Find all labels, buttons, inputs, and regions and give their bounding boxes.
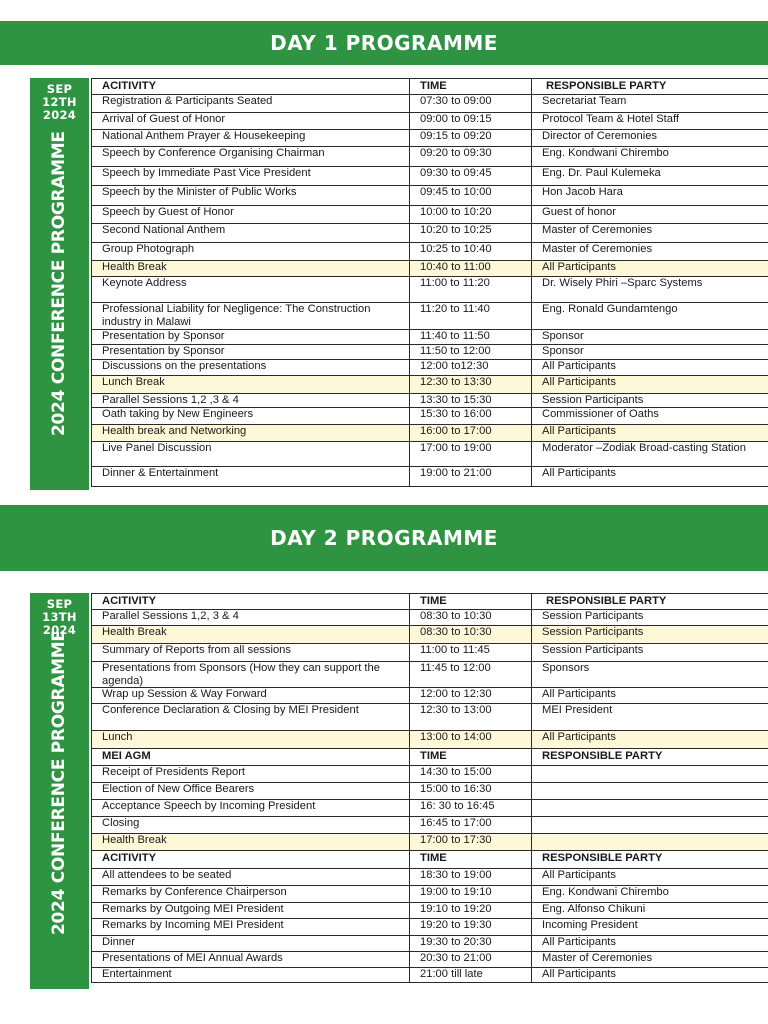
table-row	[92, 261, 768, 277]
time-cell: 16:45 to 17:00	[410, 817, 532, 834]
activity-cell: Remarks by Outgoing MEI President	[92, 903, 410, 919]
responsible-party-cell	[532, 800, 768, 817]
responsible-party-cell	[532, 834, 768, 851]
responsible-party-cell: MEI President	[532, 704, 768, 731]
time-cell: 11:50 to 12:00	[410, 345, 532, 360]
table-row	[92, 610, 768, 626]
table-row	[92, 903, 768, 919]
activity-cell: Remarks by Conference Chairperson	[92, 886, 410, 903]
activity-cell: Discussions on the presentations	[92, 360, 410, 376]
activity-cell: Dinner & Entertainment	[92, 467, 410, 487]
responsible-party-cell: All Participants	[532, 261, 768, 277]
table-row	[92, 766, 768, 783]
responsible-party-cell	[532, 766, 768, 783]
day2-date-day: 13TH	[42, 610, 77, 624]
table-row	[92, 467, 768, 487]
time-cell: 09:15 to 09:20	[410, 130, 532, 147]
table-row	[92, 704, 768, 731]
time-cell: 09:45 to 10:00	[410, 186, 532, 206]
table-row	[92, 936, 768, 952]
table-row	[92, 688, 768, 704]
column-header-responsible: RESPONSIBLE PARTY	[532, 749, 768, 766]
responsible-party-cell	[532, 783, 768, 800]
time-cell: 15:00 to 16:30	[410, 783, 532, 800]
responsible-party-cell: Guest of honor	[532, 206, 768, 224]
time-cell: 10:40 to 11:00	[410, 261, 532, 277]
table-row	[92, 130, 768, 147]
table-subheader-row	[92, 749, 768, 766]
activity-cell: Live Panel Discussion	[92, 442, 410, 467]
time-cell: 10:20 to 10:25	[410, 224, 532, 243]
activity-cell: Health Break	[92, 261, 410, 277]
time-cell: 16:00 to 17:00	[410, 425, 532, 442]
table-row	[92, 95, 768, 113]
responsible-party-cell: Sponsor	[532, 330, 768, 345]
time-cell: 13:00 to 14:00	[410, 731, 532, 749]
responsible-party-cell: Session Participants	[532, 610, 768, 626]
responsible-party-cell: Sponsor	[532, 345, 768, 360]
time-cell: 14:30 to 15:00	[410, 766, 532, 783]
day2-date-year: 2024	[42, 623, 77, 637]
table-row	[92, 968, 768, 983]
responsible-party-cell: Secretariat Team	[532, 95, 768, 113]
activity-cell: Dinner	[92, 936, 410, 952]
responsible-party-cell: Session Participants	[532, 626, 768, 644]
activity-cell: All attendees to be seated	[92, 869, 410, 886]
responsible-party-cell: Moderator –Zodiak Broad-casting Station	[532, 442, 768, 467]
responsible-party-cell: Commissioner of Oaths	[532, 408, 768, 425]
table-row	[92, 886, 768, 903]
day1-schedule-table	[91, 78, 768, 487]
activity-cell: Closing	[92, 817, 410, 834]
activity-cell: Second National Anthem	[92, 224, 410, 243]
responsible-party-cell: All Participants	[532, 360, 768, 376]
time-cell: 11:40 to 11:50	[410, 330, 532, 345]
table-row	[92, 952, 768, 968]
time-cell: 21:00 till late	[410, 968, 532, 983]
activity-cell: Group Photograph	[92, 243, 410, 261]
table-row	[92, 800, 768, 817]
day1-side-panel	[30, 78, 89, 490]
time-cell: 13:30 to 15:30	[410, 394, 532, 408]
table-row	[92, 360, 768, 376]
time-cell: 11:00 to 11:45	[410, 644, 532, 662]
table-header-row	[92, 79, 768, 95]
responsible-party-cell: Session Participants	[532, 644, 768, 662]
day1-heading: DAY 1 PROGRAMME	[270, 31, 498, 55]
table-row	[92, 919, 768, 936]
table-row	[92, 224, 768, 243]
activity-cell: Registration & Participants Seated	[92, 95, 410, 113]
responsible-party-cell: All Participants	[532, 425, 768, 442]
table-row	[92, 626, 768, 644]
activity-cell: Entertainment	[92, 968, 410, 983]
activity-cell: Summary of Reports from all sessions	[92, 644, 410, 662]
day2-heading: DAY 2 PROGRAMME	[270, 526, 498, 550]
time-cell: 11:20 to 11:40	[410, 303, 532, 330]
responsible-party-cell: All Participants	[532, 968, 768, 983]
time-cell: 19:00 to 21:00	[410, 467, 532, 487]
table-row	[92, 243, 768, 261]
table-row	[92, 206, 768, 224]
day1-date-day: 12TH	[42, 95, 77, 109]
time-cell: 11:45 to 12:00	[410, 662, 532, 688]
activity-cell: Professional Liability for Negligence: The Construction industry in Malawi	[92, 303, 410, 330]
table-row	[92, 783, 768, 800]
day1-heading-banner	[0, 21, 768, 65]
column-header-time: TIME	[410, 749, 532, 766]
time-cell: 09:00 to 09:15	[410, 113, 532, 130]
column-header-activity: ACITIVITY	[92, 79, 410, 95]
table-row	[92, 186, 768, 206]
responsible-party-cell: Eng. Dr. Paul Kulemeka	[532, 167, 768, 186]
time-cell: 17:00 to 17:30	[410, 834, 532, 851]
table-subheader-row	[92, 851, 768, 869]
table-row	[92, 394, 768, 408]
column-header-activity: ACITIVITY	[92, 594, 410, 610]
table-row	[92, 869, 768, 886]
table-row	[92, 303, 768, 330]
activity-cell: National Anthem Prayer & Housekeeping	[92, 130, 410, 147]
table-row	[92, 113, 768, 130]
responsible-party-cell: Master of Ceremonies	[532, 224, 768, 243]
time-cell: 19:20 to 19:30	[410, 919, 532, 936]
activity-cell: Arrival of Guest of Honor	[92, 113, 410, 130]
time-cell: 12:00 to 12:30	[410, 688, 532, 704]
activity-cell: Presentation by Sponsor	[92, 330, 410, 345]
day1-date-month: SEP	[46, 82, 73, 96]
table-row	[92, 731, 768, 749]
responsible-party-cell: Eng. Alfonso Chikuni	[532, 903, 768, 919]
activity-cell: Health Break	[92, 626, 410, 644]
activity-cell: Election of New Office Bearers	[92, 783, 410, 800]
column-header-time: TIME	[410, 851, 532, 869]
time-cell: 12:30 to 13:30	[410, 376, 532, 394]
responsible-party-cell: All Participants	[532, 467, 768, 487]
activity-cell: Keynote Address	[92, 277, 410, 303]
time-cell: 11:00 to 11:20	[410, 277, 532, 303]
table-header-row	[92, 594, 768, 610]
day2-schedule-table	[91, 593, 768, 983]
time-cell: 08:30 to 10:30	[410, 610, 532, 626]
time-cell: 09:20 to 09:30	[410, 147, 532, 167]
responsible-party-cell: Eng. Ronald Gundamtengo	[532, 303, 768, 330]
column-header-responsible: RESPONSIBLE PARTY	[532, 851, 768, 869]
day2-side-title: 2024 CONFERENCE PROGRAMME	[48, 630, 69, 935]
column-header-responsible: RESPONSIBLE PARTY	[532, 79, 768, 95]
responsible-party-cell: All Participants	[532, 936, 768, 952]
activity-cell: Parallel Sessions 1,2 ,3 & 4	[92, 394, 410, 408]
table-row	[92, 662, 768, 688]
table-row	[92, 442, 768, 467]
activity-cell: Conference Declaration & Closing by MEI President	[92, 704, 410, 731]
responsible-party-cell: All Participants	[532, 376, 768, 394]
activity-cell: Lunch	[92, 731, 410, 749]
day1-date	[30, 78, 89, 122]
column-header-time: TIME	[410, 594, 532, 610]
activity-cell: Speech by Guest of Honor	[92, 206, 410, 224]
day2-side-panel	[30, 593, 89, 989]
responsible-party-cell: Director of Ceremonies	[532, 130, 768, 147]
activity-cell: Parallel Sessions 1,2, 3 & 4	[92, 610, 410, 626]
activity-cell: Health break and Networking	[92, 425, 410, 442]
responsible-party-cell: All Participants	[532, 869, 768, 886]
day2-heading-banner	[0, 505, 768, 571]
responsible-party-cell: Eng. Kondwani Chirembo	[532, 886, 768, 903]
time-cell: 09:30 to 09:45	[410, 167, 532, 186]
activity-cell: Remarks by Incoming MEI President	[92, 919, 410, 936]
table-row	[92, 147, 768, 167]
responsible-party-cell: Protocol Team & Hotel Staff	[532, 113, 768, 130]
table-row	[92, 425, 768, 442]
time-cell: 10:00 to 10:20	[410, 206, 532, 224]
table-row	[92, 644, 768, 662]
time-cell: 20:30 to 21:00	[410, 952, 532, 968]
time-cell: 08:30 to 10:30	[410, 626, 532, 644]
time-cell: 07:30 to 09:00	[410, 95, 532, 113]
table-row	[92, 817, 768, 834]
activity-cell: Acceptance Speech by Incoming President	[92, 800, 410, 817]
day1-side-title: 2024 CONFERENCE PROGRAMME	[48, 131, 69, 436]
table-row	[92, 277, 768, 303]
responsible-party-cell: Master of Ceremonies	[532, 243, 768, 261]
column-header-time: TIME	[410, 79, 532, 95]
activity-cell: Health Break	[92, 834, 410, 851]
column-header-activity: MEI AGM	[92, 749, 410, 766]
table-row	[92, 345, 768, 360]
day2-date-month: SEP	[46, 597, 73, 611]
activity-cell: Oath taking by New Engineers	[92, 408, 410, 425]
column-header-responsible: RESPONSIBLE PARTY	[532, 594, 768, 610]
activity-cell: Presentations of MEI Annual Awards	[92, 952, 410, 968]
responsible-party-cell: All Participants	[532, 688, 768, 704]
time-cell: 12:30 to 13:00	[410, 704, 532, 731]
time-cell: 15:30 to 16:00	[410, 408, 532, 425]
time-cell: 16: 30 to 16:45	[410, 800, 532, 817]
responsible-party-cell	[532, 817, 768, 834]
responsible-party-cell: Incoming President	[532, 919, 768, 936]
table-row	[92, 408, 768, 425]
time-cell: 19:30 to 20:30	[410, 936, 532, 952]
day2-programme-section	[30, 593, 768, 989]
activity-cell: Presentation by Sponsor	[92, 345, 410, 360]
table-row	[92, 834, 768, 851]
table-row	[92, 376, 768, 394]
responsible-party-cell: Hon Jacob Hara	[532, 186, 768, 206]
responsible-party-cell: Sponsors	[532, 662, 768, 688]
time-cell: 17:00 to 19:00	[410, 442, 532, 467]
responsible-party-cell: All Participants	[532, 731, 768, 749]
activity-cell: Presentations from Sponsors (How they can support the agenda)	[92, 662, 410, 688]
day1-programme-section	[30, 78, 768, 490]
activity-cell: Receipt of Presidents Report	[92, 766, 410, 783]
table-row	[92, 330, 768, 345]
activity-cell: Speech by Conference Organising Chairman	[92, 147, 410, 167]
activity-cell: Speech by the Minister of Public Works	[92, 186, 410, 206]
responsible-party-cell: Master of Ceremonies	[532, 952, 768, 968]
activity-cell: Speech by Immediate Past Vice President	[92, 167, 410, 186]
responsible-party-cell: Dr. Wisely Phiri –Sparc Systems	[532, 277, 768, 303]
activity-cell: Lunch Break	[92, 376, 410, 394]
time-cell: 19:00 to 19:10	[410, 886, 532, 903]
day1-date-year: 2024	[42, 108, 77, 122]
responsible-party-cell: Session Participants	[532, 394, 768, 408]
time-cell: 18:30 to 19:00	[410, 869, 532, 886]
table-row	[92, 167, 768, 186]
time-cell: 19:10 to 19:20	[410, 903, 532, 919]
column-header-activity: ACITIVITY	[92, 851, 410, 869]
responsible-party-cell: Eng. Kondwani Chirembo	[532, 147, 768, 167]
time-cell: 12:00 to12:30	[410, 360, 532, 376]
activity-cell: Wrap up Session & Way Forward	[92, 688, 410, 704]
time-cell: 10:25 to 10:40	[410, 243, 532, 261]
